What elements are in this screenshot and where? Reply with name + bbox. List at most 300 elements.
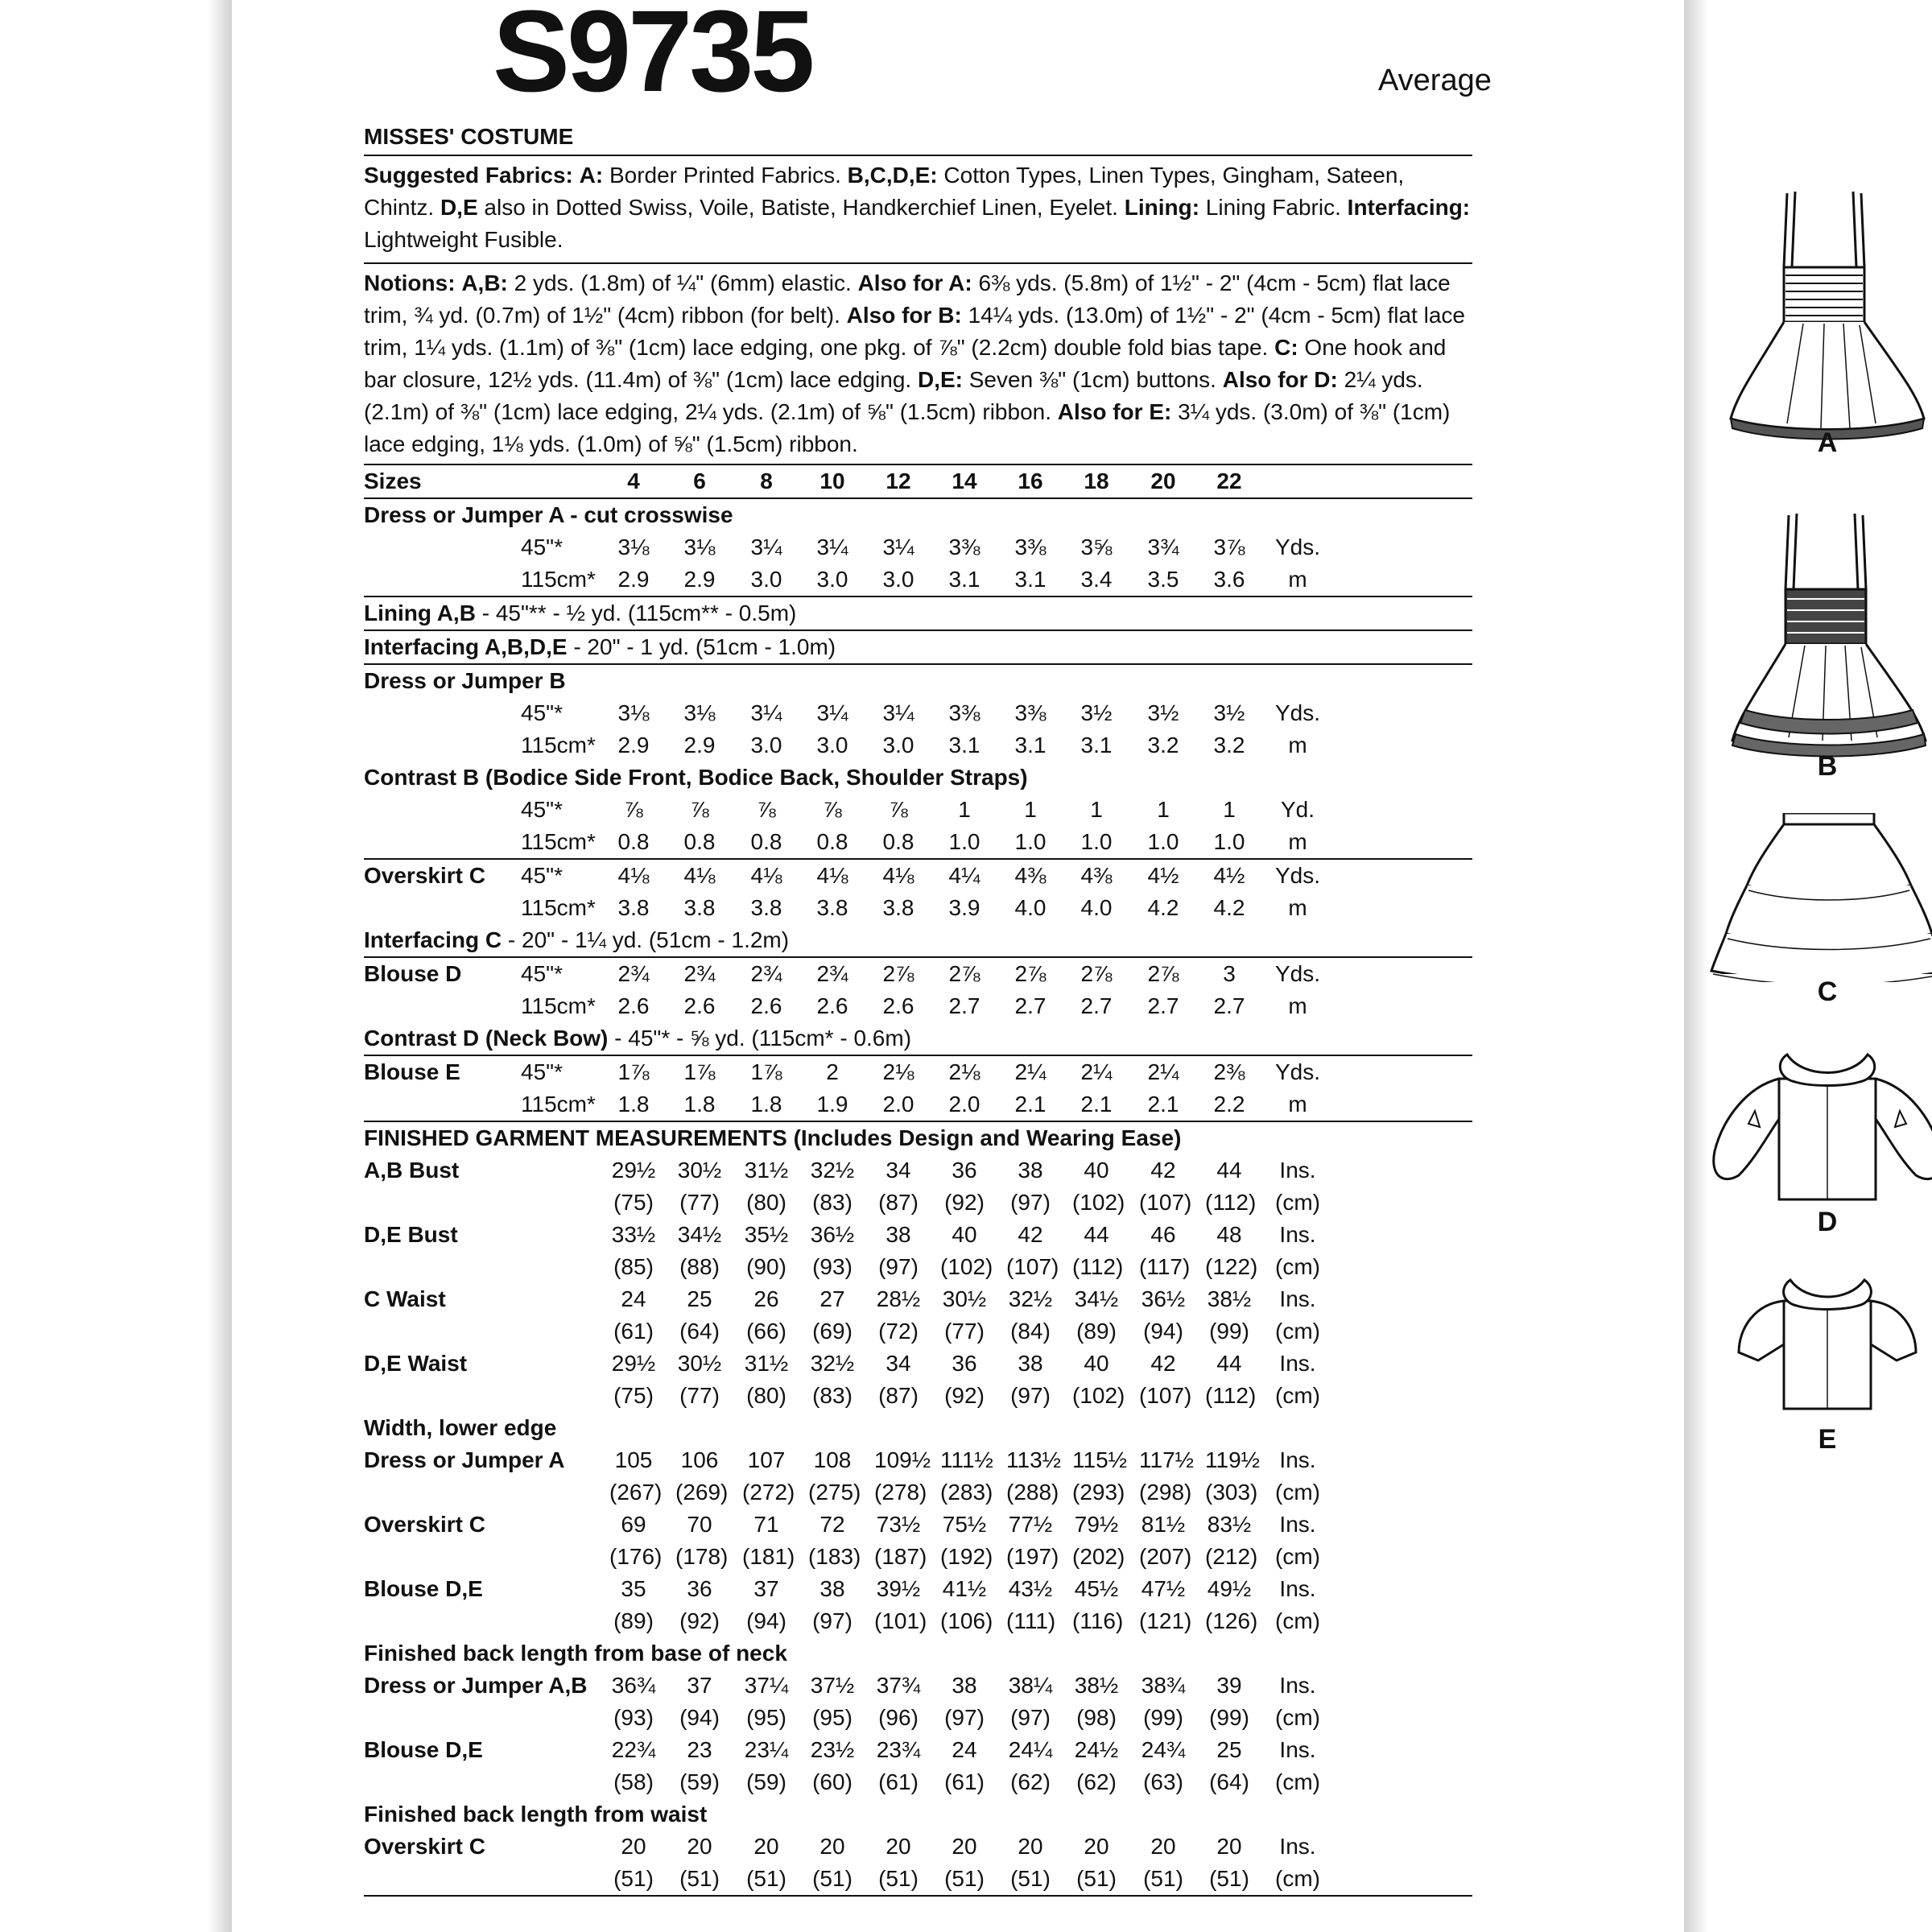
- view-c-letter: C: [1817, 976, 1838, 1007]
- size-value: 24: [952, 1737, 977, 1762]
- size-value: 3.9: [948, 895, 980, 920]
- size-value: 3.1: [1014, 733, 1046, 758]
- size-header: 12: [886, 469, 911, 493]
- note-label: Contrast D (Neck Bow): [364, 1026, 609, 1051]
- notion-label: Also for E:: [1057, 399, 1172, 424]
- size-value: 2.7: [1080, 993, 1113, 1018]
- size-value: 36¾: [611, 1673, 656, 1698]
- size-value: (51): [944, 1866, 985, 1891]
- size-value: (62): [1010, 1769, 1051, 1794]
- yardage-row: [364, 1573, 1472, 1605]
- size-value: 1.8: [617, 1092, 650, 1117]
- size-value: 69: [621, 1512, 646, 1537]
- yardage-block: [364, 497, 1472, 596]
- size-value: 39½: [876, 1576, 921, 1601]
- size-value: 3¼: [750, 535, 782, 559]
- size-value: (288): [1006, 1480, 1059, 1505]
- fabric-width: 115cm*: [521, 567, 596, 592]
- yardage-row: [364, 1348, 1472, 1380]
- size-value: 117½: [1139, 1447, 1194, 1472]
- size-value: (51): [679, 1866, 720, 1891]
- size-header: 20: [1150, 469, 1176, 493]
- size-value: 39: [1216, 1673, 1242, 1698]
- size-value: 3.8: [750, 895, 782, 920]
- row-text: - 20" - 1 yd. (51cm - 1.0m): [567, 634, 836, 659]
- size-value: 3.0: [750, 733, 782, 758]
- fabrics-heading: Suggested Fabrics:: [364, 163, 573, 188]
- block-sub-heading: Contrast B (Bodice Side Front, Bodice Back, Shoulder Straps): [364, 765, 1028, 790]
- size-value: 34: [886, 1351, 911, 1376]
- sizes-label: Sizes: [364, 469, 422, 493]
- size-value: 3¼: [816, 700, 848, 725]
- size-value: (92): [944, 1383, 985, 1408]
- size-value: 2: [826, 1059, 839, 1084]
- yardage-row: [364, 1670, 1472, 1702]
- size-value: (89): [1076, 1319, 1117, 1344]
- unit-label: Yds.: [1274, 1059, 1321, 1084]
- size-value: 30½: [677, 1158, 722, 1183]
- size-value: (83): [812, 1190, 852, 1215]
- size-value: 3.1: [1080, 733, 1113, 758]
- size-value: 2.7: [1014, 993, 1046, 1018]
- size-value: 3⅜: [948, 700, 980, 725]
- size-value: 3⅜: [1014, 535, 1046, 559]
- measurement-label: Blouse D,E: [364, 1576, 483, 1601]
- size-value: 3⅛: [683, 700, 716, 725]
- single-line-row: [364, 631, 1472, 663]
- size-value: (93): [613, 1705, 654, 1730]
- size-value: 2.7: [948, 993, 980, 1018]
- size-value: 2⅛: [948, 1059, 980, 1084]
- size-value: 119½: [1205, 1447, 1260, 1472]
- size-value: 20: [1216, 1834, 1242, 1859]
- size-header: 10: [819, 469, 845, 493]
- size-value: 4⅛: [617, 863, 650, 888]
- yardage-block: [364, 858, 1472, 956]
- unit-label: Yds.: [1274, 961, 1321, 986]
- size-value: (51): [812, 1866, 852, 1891]
- size-value: 0.8: [750, 829, 782, 854]
- size-value: 23: [687, 1737, 712, 1762]
- blouse-e-icon: [1707, 1272, 1932, 1425]
- size-value: 49½: [1207, 1576, 1252, 1601]
- yardage-row: [364, 1283, 1472, 1315]
- size-value: 3.0: [882, 733, 914, 758]
- size-value: (97): [944, 1705, 985, 1730]
- size-value: 4.2: [1213, 895, 1245, 920]
- yardage-row: [364, 1702, 1472, 1734]
- size-value: (298): [1139, 1480, 1192, 1505]
- size-value: 3.2: [1147, 733, 1179, 758]
- size-value: 37¼: [744, 1673, 789, 1698]
- size-value: (77): [944, 1319, 985, 1344]
- size-value: 113½: [1006, 1447, 1061, 1472]
- size-value: 1.9: [816, 1092, 848, 1117]
- size-value: (97): [878, 1254, 919, 1279]
- fabric-width: 115cm*: [521, 1092, 596, 1117]
- size-value: ⅞: [889, 797, 908, 822]
- size-value: 24½: [1074, 1737, 1119, 1762]
- size-value: 40: [1084, 1351, 1109, 1376]
- size-value: 2¼: [1147, 1059, 1179, 1084]
- size-header: 18: [1084, 469, 1109, 493]
- unit-label: m: [1288, 733, 1307, 758]
- size-value: 1.0: [1080, 829, 1113, 854]
- size-value: 45½: [1074, 1576, 1119, 1601]
- size-value: 72: [819, 1512, 845, 1537]
- yardage-row: [364, 826, 1472, 858]
- size-value: (61): [944, 1769, 985, 1794]
- view-d-letter: D: [1817, 1207, 1838, 1237]
- size-value: 0.8: [617, 829, 650, 854]
- size-value: 33½: [611, 1222, 656, 1247]
- yardage-block: [364, 663, 1472, 858]
- size-value: 1⅞: [683, 1059, 716, 1084]
- fabric-label: D,E: [440, 195, 478, 220]
- size-value: 2.6: [816, 993, 848, 1018]
- size-value: 35: [621, 1576, 646, 1601]
- measurement-label: C Waist: [364, 1286, 446, 1311]
- size-value: 47½: [1141, 1576, 1186, 1601]
- measurement-label: D,E Waist: [364, 1351, 468, 1376]
- notion-label: Also for A:: [857, 270, 972, 295]
- size-value: (51): [1209, 1866, 1249, 1891]
- size-value: 38¾: [1141, 1673, 1186, 1698]
- fabric-width: 115cm*: [521, 733, 596, 758]
- notions-heading: Notions:: [364, 270, 456, 295]
- size-value: 3: [1223, 961, 1236, 986]
- unit-label: m: [1288, 829, 1307, 854]
- size-value: (102): [940, 1254, 993, 1279]
- size-value: 37: [753, 1576, 779, 1601]
- unit-label: (cm): [1275, 1705, 1320, 1730]
- size-value: 0.8: [882, 829, 914, 854]
- size-value: (92): [679, 1608, 720, 1633]
- size-value: 44: [1216, 1158, 1242, 1183]
- size-value: 2.9: [683, 733, 716, 758]
- size-value: 2⅞: [1080, 961, 1113, 986]
- note-text: - 20" - 1¼ yd. (51cm - 1.2m): [502, 927, 790, 952]
- size-value: 1.8: [683, 1092, 716, 1117]
- yardage-row: [364, 1219, 1472, 1251]
- size-value: (97): [1010, 1383, 1051, 1408]
- fabric-width: 45"*: [521, 700, 563, 725]
- size-value: 3.8: [617, 895, 650, 920]
- size-value: 3½: [1213, 700, 1245, 725]
- size-value: (181): [742, 1544, 795, 1569]
- size-value: 3.8: [683, 895, 716, 920]
- unit-label: Ins.: [1279, 1737, 1316, 1762]
- size-value: 20: [687, 1834, 712, 1859]
- size-value: (63): [1143, 1769, 1183, 1794]
- size-value: 42: [1150, 1158, 1176, 1183]
- suggested-fabrics: [364, 155, 1472, 262]
- yardage-row: [364, 1509, 1472, 1541]
- block-heading: Overskirt C: [364, 863, 485, 888]
- size-value: 1: [1157, 797, 1170, 822]
- size-value: 29½: [611, 1351, 656, 1376]
- size-value: (90): [746, 1254, 786, 1279]
- size-value: 4⅛: [683, 863, 716, 888]
- size-value: 2.6: [683, 993, 716, 1018]
- size-value: 71: [753, 1512, 779, 1537]
- difficulty-label: Average: [1378, 64, 1492, 97]
- fabric-text: also in Dotted Swiss, Voile, Batiste, Handkerchief Linen, Eyelet.: [484, 195, 1118, 220]
- size-value: 20: [1018, 1834, 1043, 1859]
- size-value: 4⅛: [816, 863, 848, 888]
- size-value: 25: [687, 1286, 712, 1311]
- size-value: 115½: [1072, 1447, 1127, 1472]
- size-value: (95): [746, 1705, 786, 1730]
- fabric-label: A:: [579, 163, 604, 188]
- size-value: (59): [679, 1769, 720, 1794]
- block-heading: Blouse E: [364, 1059, 460, 1084]
- size-value: (66): [746, 1319, 786, 1344]
- yardage-row: [364, 1088, 1472, 1121]
- size-value: (107): [1006, 1254, 1059, 1279]
- size-value: 109½: [874, 1447, 931, 1472]
- size-value: 38: [952, 1673, 977, 1698]
- size-header: 4: [627, 469, 640, 493]
- size-value: 28½: [876, 1286, 921, 1311]
- size-value: (101): [874, 1608, 927, 1633]
- size-value: 24¼: [1008, 1737, 1053, 1762]
- size-value: 25: [1216, 1737, 1242, 1762]
- size-value: 73½: [876, 1512, 921, 1537]
- page-edge-shadow-right: [1684, 0, 1708, 1932]
- size-value: 3⅜: [1014, 700, 1046, 725]
- size-value: (112): [1205, 1190, 1257, 1215]
- size-value: 3⅛: [617, 535, 650, 559]
- size-value: (69): [812, 1319, 852, 1344]
- size-value: 4⅜: [1080, 863, 1113, 888]
- size-value: (77): [679, 1383, 720, 1408]
- size-value: (62): [1076, 1769, 1117, 1794]
- size-value: 0.8: [683, 829, 716, 854]
- size-value: 23½: [810, 1737, 855, 1762]
- size-value: 79½: [1074, 1512, 1119, 1537]
- size-value: (97): [812, 1608, 852, 1633]
- yardage-row: [364, 1251, 1472, 1283]
- size-value: (278): [874, 1480, 927, 1505]
- size-value: 36½: [810, 1222, 855, 1247]
- unit-label: Yds.: [1274, 700, 1321, 725]
- size-value: (99): [1209, 1705, 1249, 1730]
- size-value: 3½: [1147, 700, 1179, 725]
- size-value: 2⅞: [948, 961, 980, 986]
- fabric-text: Cotton Types, Linen Types, Gingham, Sateen, Chintz.: [364, 163, 1405, 220]
- size-value: 3.1: [1014, 567, 1046, 592]
- unit-label: Ins.: [1279, 1351, 1316, 1376]
- size-value: (87): [878, 1383, 919, 1408]
- block-heading: Dress or Jumper A - cut crosswise: [364, 502, 733, 527]
- block-heading: Blouse D: [364, 961, 462, 986]
- size-value: 24: [621, 1286, 646, 1311]
- size-value: (207): [1139, 1544, 1192, 1569]
- costume-title: MISSES' COSTUME: [364, 124, 574, 149]
- size-value: 2.0: [882, 1092, 914, 1117]
- view-b-letter: B: [1817, 751, 1838, 782]
- size-value: 2¾: [617, 961, 650, 986]
- size-value: 108: [813, 1447, 852, 1472]
- view-b: [1707, 499, 1932, 781]
- size-value: 38: [819, 1576, 845, 1601]
- size-value: 3.2: [1213, 733, 1245, 758]
- size-value: (77): [679, 1190, 720, 1215]
- view-e: [1707, 1272, 1932, 1473]
- fabric-width: 45"*: [521, 535, 563, 559]
- size-value: (94): [1143, 1319, 1183, 1344]
- measurement-group: Finished back length from base of neck: [364, 1641, 787, 1666]
- size-value: (102): [1072, 1190, 1125, 1215]
- size-value: 3.0: [882, 567, 914, 592]
- size-value: 24¾: [1141, 1737, 1186, 1762]
- size-value: 43½: [1008, 1576, 1053, 1601]
- size-value: 2.6: [617, 993, 650, 1018]
- size-value: 20: [753, 1834, 779, 1859]
- size-value: (183): [808, 1544, 861, 1569]
- size-value: 40: [1084, 1158, 1109, 1183]
- size-value: 4.2: [1147, 895, 1179, 920]
- size-value: 4½: [1147, 863, 1179, 888]
- size-value: 77½: [1008, 1512, 1053, 1537]
- size-value: 32½: [1008, 1286, 1053, 1311]
- size-value: (192): [940, 1544, 993, 1569]
- yardage-row: [364, 1187, 1472, 1219]
- size-value: 2.1: [1080, 1092, 1113, 1117]
- size-value: 3.8: [816, 895, 848, 920]
- size-value: 20: [621, 1834, 646, 1859]
- size-value: 36½: [1141, 1286, 1186, 1311]
- yardage-row: [364, 531, 1472, 564]
- size-value: (269): [675, 1480, 729, 1505]
- size-value: 20: [886, 1834, 911, 1859]
- page-edge-shadow-left: [208, 0, 232, 1932]
- view-a: [1707, 177, 1932, 459]
- notion-label: Also for D:: [1222, 367, 1338, 392]
- fabric-label: B,C,D,E:: [847, 163, 938, 188]
- size-value: 2.6: [750, 993, 782, 1018]
- size-value: 1.0: [948, 829, 980, 854]
- size-value: 32½: [810, 1351, 855, 1376]
- size-value: 3½: [1080, 700, 1113, 725]
- size-value: 3¼: [882, 535, 914, 559]
- size-value: (80): [746, 1383, 786, 1408]
- unit-label: Ins.: [1279, 1286, 1316, 1311]
- size-value: 42: [1018, 1222, 1043, 1247]
- unit-label: Yds.: [1274, 535, 1321, 559]
- size-value: (59): [746, 1769, 786, 1794]
- size-value: 4¼: [948, 863, 980, 888]
- blouse-d-icon: [1707, 1046, 1932, 1208]
- size-value: 38¼: [1008, 1673, 1053, 1698]
- measurement-label: Overskirt C: [364, 1512, 485, 1537]
- yardage-row: [364, 1831, 1472, 1863]
- unit-label: Ins.: [1279, 1673, 1316, 1698]
- size-value: 2.1: [1014, 1092, 1046, 1117]
- fabric-text: Lining Fabric.: [1205, 195, 1341, 220]
- size-value: (60): [812, 1769, 852, 1794]
- size-value: 34½: [677, 1222, 722, 1247]
- size-value: (85): [613, 1254, 654, 1279]
- size-value: (111): [1006, 1608, 1056, 1633]
- block-note: [364, 1022, 1472, 1055]
- size-header: 22: [1216, 469, 1242, 493]
- size-value: (112): [1072, 1254, 1124, 1279]
- size-value: (102): [1072, 1383, 1125, 1408]
- size-value: 4½: [1213, 863, 1245, 888]
- unit-label: Yd.: [1280, 797, 1315, 822]
- size-value: (84): [1010, 1319, 1051, 1344]
- size-value: (92): [944, 1190, 985, 1215]
- dress-b-icon: [1707, 499, 1932, 765]
- size-value: (88): [679, 1254, 720, 1279]
- measurement-label: D,E Bust: [364, 1222, 458, 1247]
- size-value: 107: [747, 1447, 786, 1472]
- notion-text: Seven ⅜" (1cm) buttons.: [968, 367, 1216, 392]
- size-value: 20: [1150, 1834, 1176, 1859]
- size-value: 2⅛: [882, 1059, 914, 1084]
- size-value: 2.6: [882, 993, 914, 1018]
- size-value: 20: [1084, 1834, 1109, 1859]
- fabric-width: 115cm*: [521, 829, 596, 854]
- size-value: (98): [1076, 1705, 1117, 1730]
- size-value: 36: [687, 1576, 712, 1601]
- size-value: (96): [878, 1705, 919, 1730]
- size-value: (93): [812, 1254, 852, 1279]
- size-value: 3¼: [750, 700, 782, 725]
- measurement-label: Overskirt C: [364, 1834, 485, 1859]
- size-value: 29½: [611, 1158, 656, 1183]
- size-value: (80): [746, 1190, 786, 1215]
- size-value: (51): [1010, 1866, 1051, 1891]
- yardage-row: [364, 1476, 1472, 1509]
- notion-label: Also for B:: [846, 303, 962, 328]
- note-text: - 45"* - ⅝ yd. (115cm* - 0.6m): [608, 1026, 912, 1051]
- yardage-row: [364, 564, 1472, 596]
- size-value: (117): [1139, 1254, 1191, 1279]
- size-value: 2¾: [683, 961, 716, 986]
- row-label: Lining A,B: [364, 601, 476, 625]
- size-value: (51): [1076, 1866, 1117, 1891]
- size-value: 37: [687, 1673, 712, 1698]
- size-value: ⅞: [823, 797, 842, 822]
- size-value: (303): [1205, 1480, 1258, 1505]
- size-value: 1⅞: [750, 1059, 782, 1084]
- size-value: 42: [1150, 1351, 1176, 1376]
- size-value: 2.2: [1213, 1092, 1245, 1117]
- pattern-envelope-back: [232, 0, 1838, 1932]
- fabric-width: 45"*: [521, 863, 563, 888]
- size-value: (83): [812, 1383, 852, 1408]
- sizes-header-row: [364, 464, 1472, 497]
- size-value: 4⅛: [882, 863, 914, 888]
- size-value: (176): [609, 1544, 663, 1569]
- view-a-letter: A: [1817, 427, 1838, 458]
- size-header: 6: [693, 469, 706, 493]
- fabric-label: Lining:: [1124, 195, 1200, 220]
- size-value: (75): [613, 1383, 654, 1408]
- size-value: 1⅞: [617, 1059, 650, 1084]
- size-value: (112): [1205, 1383, 1257, 1408]
- size-value: (95): [812, 1705, 852, 1730]
- size-value: (99): [1143, 1705, 1183, 1730]
- size-value: (283): [940, 1480, 993, 1505]
- measurements-heading: FINISHED GARMENT MEASUREMENTS (Includes Design and Wearing Ease): [364, 1125, 1182, 1150]
- unit-label: Ins.: [1279, 1576, 1316, 1601]
- notion-label: D,E:: [917, 367, 963, 392]
- size-value: 27: [819, 1286, 845, 1311]
